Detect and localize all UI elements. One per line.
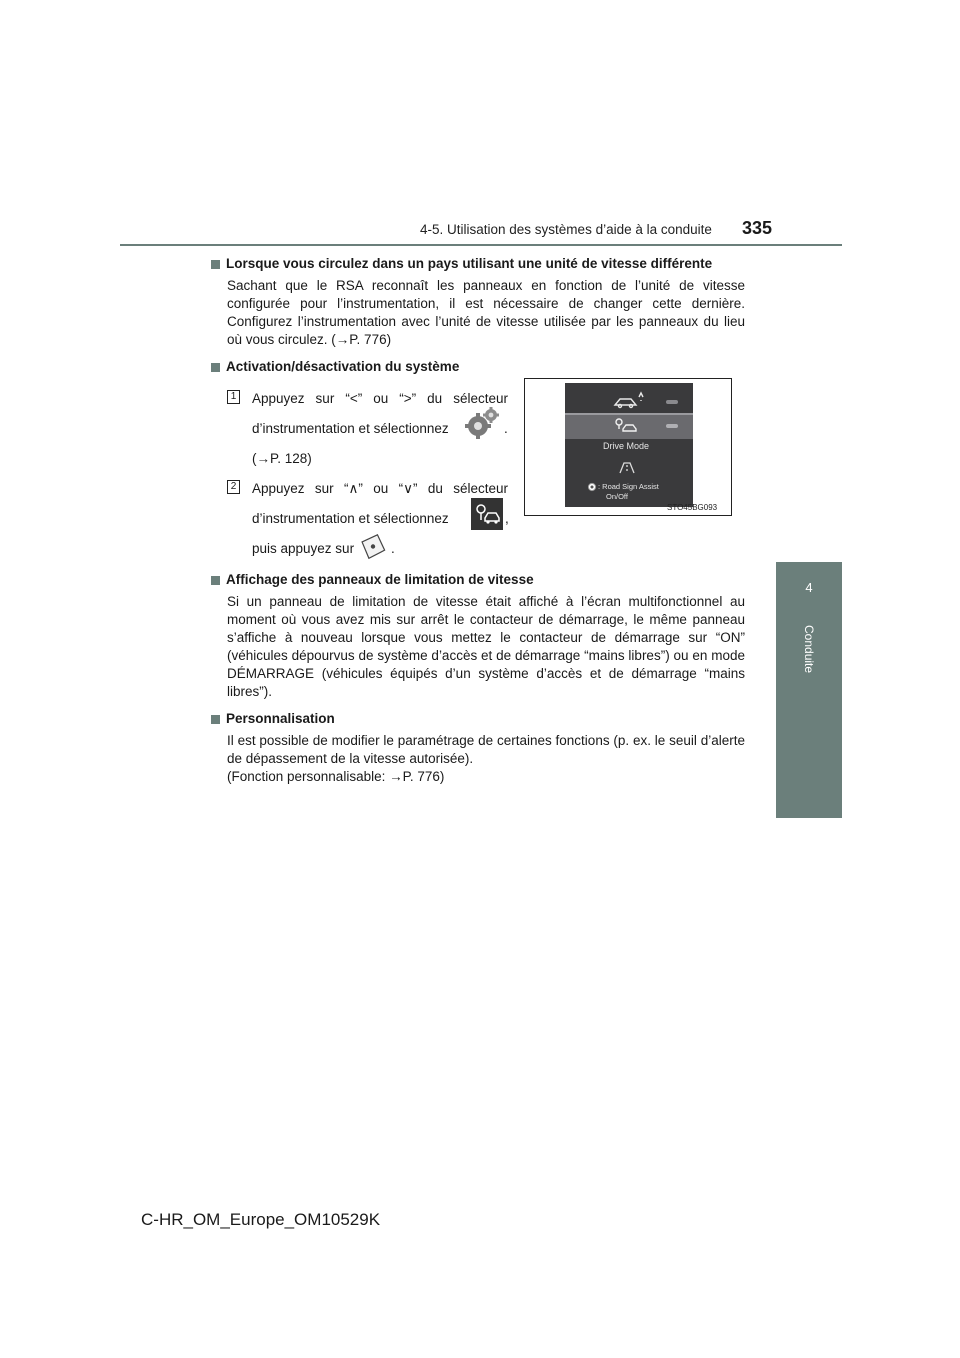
section-title: Activation/désactivation du système — [211, 358, 745, 376]
step-number-badge: 2 — [227, 480, 240, 494]
step-line: d’instrumentation et sélectionnez — [252, 511, 449, 526]
section-body: Si un panneau de limitation de vitesse était affiché à l’écran multifonctionnel au moment où vous avez mis sur arrêt le contacteur de démarrage, le même panneau s’affiche à nouveau lorsque vous mettez le contacteur de démarrage sur “ON” (véhicules dépourvus de système d’accès et de démarrage “mains libres”) ou en mode DÉMARRAGE (véhicules équipés d’un système d’accès et de démarrage “mains libres”). — [227, 594, 745, 699]
display-legend-line2: On/Off — [606, 492, 628, 501]
step-line: Appuyez sur “<” ou “>” du sélecteur — [252, 391, 508, 406]
chapter-tab-number: 4 — [805, 580, 813, 595]
running-header: 4-5. Utilisation des systèmes d’aide à la conduite — [420, 222, 712, 237]
bullet-square-icon — [211, 363, 220, 372]
bullet-square-icon — [211, 576, 220, 585]
step-line: Appuyez sur “∧” ou “∨” du sélecteur — [252, 481, 508, 496]
page-number: 335 — [742, 218, 773, 238]
section-title: Personnalisation — [211, 710, 745, 728]
selector-dot-icon — [587, 482, 597, 492]
bullet-square-icon — [211, 260, 220, 269]
section-body: Sachant que le RSA reconnaît les panneaux en fonction de l’unité de vitesse configurée pour l’instrumentation, il est nécessaire de changer cette dernière. Configurez l’instrumentation avec l’unité de vitesse utilisée par les panneaux du lieu où vous circulez. (→P. 776) — [227, 278, 745, 347]
step-line: (→P. 128) — [252, 451, 312, 466]
section-body-reference: (Fonction personnalisable: →P. 776) — [227, 769, 445, 784]
step-line: d’instrumentation et sélectionnez — [252, 421, 449, 436]
section-body: Il est possible de modifier le paramétrage de certaines fonctions (p. ex. le seuil d’alerte de dépassement de la vitesse autorisée). — [227, 733, 745, 766]
chapter-tab-text: Conduite — [802, 625, 816, 674]
section-speed-unit — [211, 255, 745, 349]
multi-info-display-figure — [524, 378, 732, 516]
selector-press-icon — [358, 532, 388, 562]
road-sign-assist-icon — [471, 498, 503, 530]
step-line-end: . — [391, 541, 395, 556]
settings-gears-icon — [464, 406, 500, 440]
drive-mode-icon — [617, 459, 637, 477]
display-menu-title: Drive Mode — [603, 441, 650, 451]
section-customization — [211, 710, 745, 786]
section-title: Lorsque vous circulez dans un pays utilisant une unité de vitesse différente — [211, 255, 745, 273]
display-legend-line1: : Road Sign Assist — [598, 482, 659, 491]
chapter-tab — [776, 562, 842, 818]
step-line-end: . — [504, 421, 508, 436]
header-rule — [120, 244, 842, 246]
document-footer: C-HR_OM_Europe_OM10529K — [141, 1210, 381, 1229]
page-content — [211, 255, 745, 795]
step-line-end: , — [505, 511, 509, 526]
section-title: Affichage des panneaux de limitation de vitesse — [211, 571, 745, 589]
bullet-square-icon — [211, 715, 220, 724]
section-sign-display — [211, 571, 745, 701]
chapter-tab-label — [776, 625, 842, 685]
display-screen — [565, 383, 693, 507]
step-line: puis appuyez sur — [252, 541, 355, 556]
figure-code: STO45BG093 — [667, 503, 718, 512]
step-number-badge: 1 — [227, 390, 240, 404]
